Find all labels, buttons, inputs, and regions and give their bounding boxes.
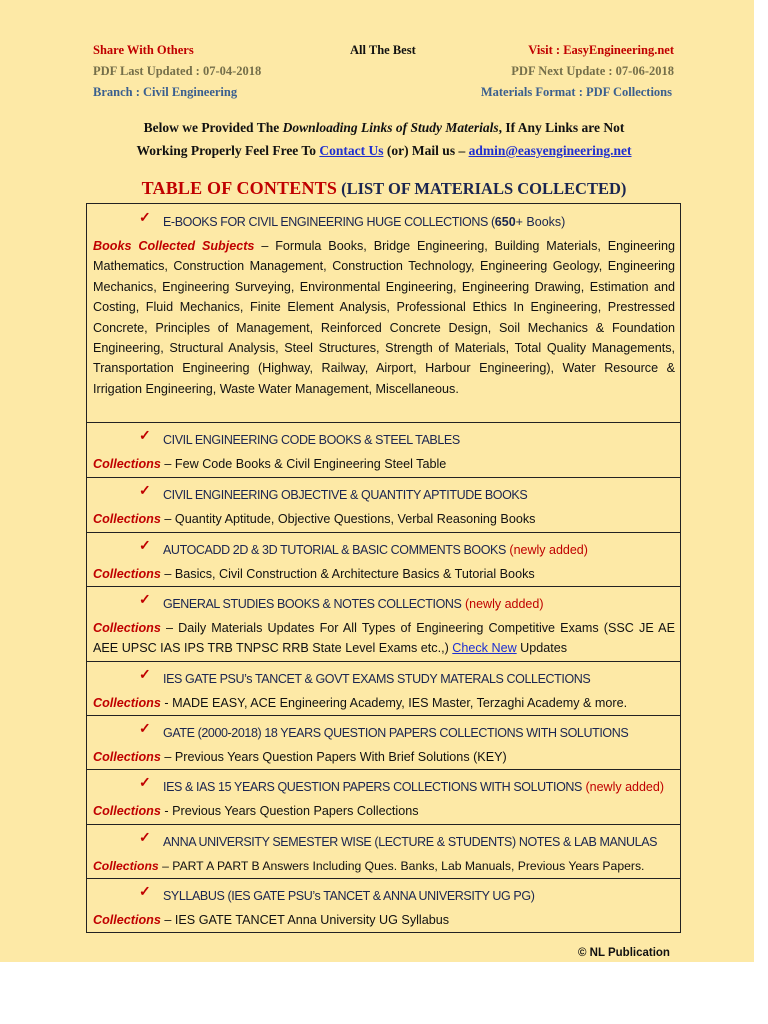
- separator: –: [160, 512, 175, 526]
- checkmark-icon: ✓: [139, 484, 151, 499]
- section-title-text: E-BOOKS FOR CIVIL ENGINEERING HUGE COLLECTIONS (: [163, 215, 495, 229]
- section-title[interactable]: [163, 672, 590, 686]
- section-text: Formula Books, Bridge Engineering, Building Materials, Engineering Mathematics, Construction Management, Construction Technology, Engineering Geology, Engineering Mechanics, Engineering Surveying, Environmental Engineering, Engineering Drawing, Estimation and Costing, Fluid Mechanics, Finite Element Analysis, Professional Ethics In Engineering, Prestressed Concrete, Principles of Management, Reinforced Concrete Design, Soil Mechanics & Foundation Engineering, Structural Analysis, Steel Structures, Strength of Materials, Total Quality Managements, Transportation Engineering (Highway, Railway, Airport, Harbour Engineering), Water Resource & Irrigation Engineering, Waste Water Management, Miscellaneous.: [93, 239, 675, 396]
- section-description: [93, 801, 675, 821]
- section-label: Collections: [93, 621, 161, 635]
- check-new-link[interactable]: Check New: [452, 641, 517, 656]
- best-text: All The Best: [350, 43, 416, 57]
- checkmark-icon: ✓: [139, 211, 151, 226]
- toc-section-syllabus: [86, 879, 681, 933]
- section-text: Quantity Aptitude, Objective Questions, Verbal Reasoning Books: [174, 512, 536, 526]
- section-label: Books Collected Subjects: [93, 239, 255, 253]
- section-text: Basics, Civil Construction & Architecture Basics & Tutorial Books: [174, 567, 535, 581]
- section-title-text: IES GATE PSU’s TANCET & GOVT EXAMS STUDY MATERALS COLLECTIONS: [163, 672, 591, 686]
- section-title[interactable]: [163, 215, 565, 229]
- section-text: Previous Years Question Papers With Brief Solutions (KEY): [174, 750, 507, 764]
- section-label: Collections: [93, 804, 161, 818]
- checkmark-icon: ✓: [139, 668, 151, 683]
- section-description: [93, 910, 675, 930]
- section-title-text: GENERAL STUDIES BOOKS & NOTES COLLECTIONS: [163, 597, 462, 611]
- section-title-text: ANNA UNIVERSITY SEMESTER WISE (LECTURE & STUDENTS) NOTES & LAB MANULAS: [163, 835, 658, 849]
- toc-section-general-studies: [86, 587, 681, 662]
- section-title[interactable]: [163, 780, 664, 794]
- separator: –: [160, 457, 175, 471]
- share-text: Share With Others: [93, 43, 194, 57]
- section-text: Daily Materials Updates For All Types of Engineering Competitive Exams (SSC JE AE AEE UPSC IAS IPS TRB TNPSC RRB State Level Exams etc.,): [93, 621, 675, 656]
- section-label: Collections: [93, 696, 161, 710]
- format-text: Materials Format : PDF Collections: [480, 85, 672, 99]
- intro-text: , If Any Links are Not: [498, 120, 625, 135]
- separator: -: [160, 804, 173, 818]
- section-title[interactable]: [163, 543, 588, 557]
- checkmark-icon: ✓: [139, 593, 151, 608]
- intro-text: Working Properly Feel Free To: [136, 143, 320, 158]
- toc-section-gate-papers: [86, 716, 681, 770]
- section-description: [93, 509, 675, 529]
- section-title[interactable]: [163, 433, 460, 447]
- checkmark-icon: ✓: [139, 885, 151, 900]
- section-text: MADE EASY, ACE Engineering Academy, IES Master, Terzaghi Academy & more.: [172, 696, 628, 710]
- intro-line-1: [0, 120, 768, 136]
- toc-title: [0, 178, 768, 199]
- mail-link[interactable]: admin@easyengineering.net: [468, 143, 632, 158]
- newly-added-badge: (newly added): [585, 780, 664, 794]
- checkmark-icon: ✓: [139, 776, 151, 791]
- toc-section-ies-ias-papers: [86, 770, 681, 825]
- toc-section-autocadd: [86, 533, 681, 587]
- next-update-text: PDF Next Update : 07-06-2018: [511, 64, 674, 78]
- section-description: [93, 693, 675, 713]
- section-description: [93, 236, 675, 399]
- section-title[interactable]: [163, 889, 534, 903]
- section-title-text: IES & IAS 15 YEARS QUESTION PAPERS COLLECTIONS WITH SOLUTIONS: [163, 780, 582, 794]
- intro-text: (or) Mail us –: [383, 143, 469, 158]
- section-label: Collections: [93, 859, 159, 873]
- section-title-text: CIVIL ENGINEERING OBJECTIVE & QUANTITY APTITUDE BOOKS: [163, 488, 528, 502]
- intro-text: Below we Provided The: [143, 120, 283, 135]
- section-label: Collections: [93, 913, 161, 927]
- toc-section-anna-university: [86, 825, 681, 879]
- intro-line-2: [0, 143, 768, 159]
- section-label: Collections: [93, 512, 161, 526]
- toc-section-code-books: [86, 423, 681, 478]
- section-text: Updates: [516, 641, 568, 656]
- checkmark-icon: ✓: [139, 722, 151, 737]
- toc-section-study-materials: [86, 662, 681, 716]
- separator: –: [160, 567, 175, 581]
- last-updated-text: PDF Last Updated : 07-04-2018: [93, 64, 262, 78]
- section-title-text: SYLLABUS (IES GATE PSU’s TANCET & ANNA UNIVERSITY UG PG): [163, 889, 535, 903]
- section-title-text: GATE (2000-2018) 18 YEARS QUESTION PAPERS COLLECTIONS WITH SOLUTIONS: [163, 726, 629, 740]
- checkmark-icon: ✓: [139, 831, 151, 846]
- section-description: [93, 454, 675, 474]
- section-title[interactable]: [163, 488, 527, 502]
- newly-added-badge: (newly added): [464, 597, 544, 611]
- publisher-footer: © NL Publication: [578, 947, 670, 959]
- section-text: PART A PART B Answers Including Ques. Banks, Lab Manuals, Previous Years Papers.: [172, 859, 645, 873]
- section-title[interactable]: [163, 597, 544, 611]
- separator: -: [160, 696, 173, 710]
- section-title-text: CIVIL ENGINEERING CODE BOOKS & STEEL TABLES: [163, 433, 460, 447]
- section-title-text: AUTOCADD 2D & 3D TUTORIAL & BASIC COMMENTS BOOKS: [163, 543, 506, 557]
- section-text: IES GATE TANCET Anna University UG Syllabus: [174, 913, 450, 927]
- separator: –: [158, 859, 173, 873]
- section-description: [93, 564, 675, 584]
- toc-section-ebooks: [86, 203, 681, 423]
- checkmark-icon: ✓: [139, 429, 151, 444]
- separator: –: [160, 750, 175, 764]
- separator: –: [160, 621, 179, 635]
- visit-text[interactable]: Visit : EasyEngineering.net: [528, 43, 674, 57]
- section-label: Collections: [93, 750, 161, 764]
- toc-section-objective-books: [86, 478, 681, 533]
- section-text: Previous Years Question Papers Collections: [172, 804, 419, 818]
- branch-text: Branch : Civil Engineering: [93, 85, 238, 99]
- toc-heading: TABLE OF CONTENTS: [141, 178, 338, 198]
- section-description: [93, 618, 675, 659]
- intro-emphasis: Downloading Links of Study Materials: [282, 120, 499, 135]
- section-title[interactable]: [163, 726, 628, 740]
- book-count: 650: [494, 215, 516, 229]
- section-text: Few Code Books & Civil Engineering Steel Table: [174, 457, 447, 471]
- checkmark-icon: ✓: [139, 539, 151, 554]
- contact-us-link[interactable]: Contact Us: [319, 143, 384, 158]
- toc-subheading: (LIST OF MATERIALS COLLECTED): [341, 179, 627, 198]
- section-description: [93, 747, 675, 767]
- section-description: [93, 856, 675, 876]
- section-title-suffix: + Books): [515, 215, 566, 229]
- section-label: Collections: [93, 567, 161, 581]
- section-label: Collections: [93, 457, 161, 471]
- separator: –: [254, 239, 276, 253]
- section-title[interactable]: [163, 835, 657, 849]
- separator: –: [160, 913, 175, 927]
- newly-added-badge: (newly added): [509, 543, 588, 557]
